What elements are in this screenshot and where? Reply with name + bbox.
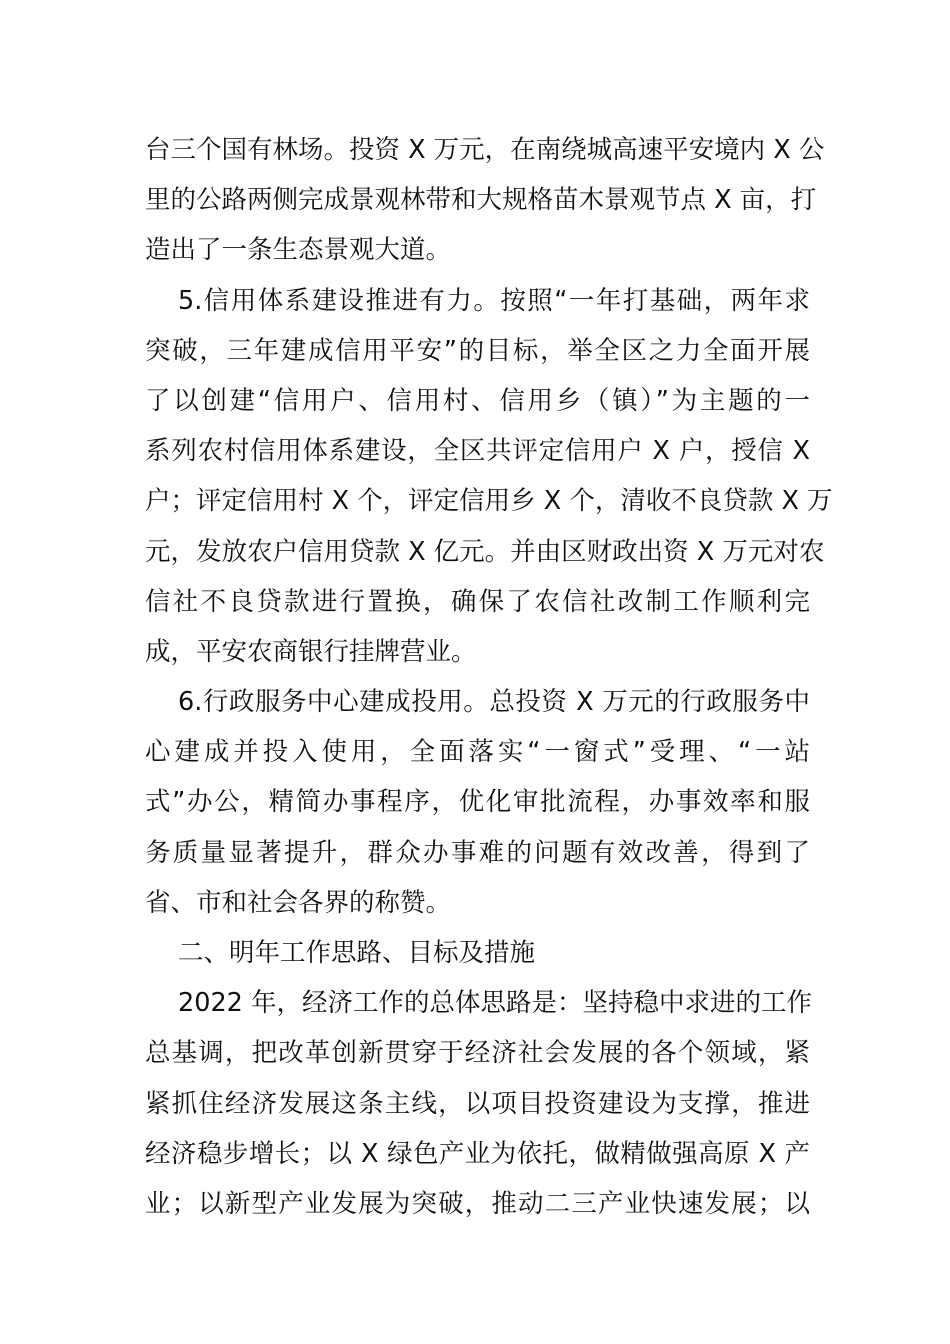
text-line: 成，平安农商银行挂牌营业。: [145, 636, 477, 667]
paragraph-credit-system: [145, 276, 833, 678]
text-line: 务质量显著提升，群众办事难的问题有效改善，得到了: [145, 837, 810, 868]
paragraph-heading-two: [145, 928, 810, 978]
text-line: 式”办公，精简办事程序，优化审批流程，办事效率和服: [145, 787, 810, 818]
text-line: 5.信用体系建设推进有力。按照“一年打基础，两年求: [178, 285, 810, 316]
text-line: 省、市和社会各界的称赞。: [145, 887, 452, 918]
text-line: 紧抓住经济发展这条主线，以项目投资建设为支撑，推进: [145, 1088, 810, 1119]
text-line: 了以创建“信用户、信用村、信用乡（镇）”为主题的一: [145, 385, 810, 416]
paragraph-admin-center: [145, 677, 810, 928]
text-line: 业；以新型产业发展为突破，推动二三产业快速发展；以: [145, 1188, 810, 1219]
text-line: 总基调，把改革创新贯穿于经济社会发展的各个领域，紧: [145, 1038, 810, 1069]
text-line: 6.行政服务中心建成投用。总投资 X 万元的行政服务中: [178, 687, 810, 718]
document-body: [145, 125, 833, 1229]
text-line: 台三个国有林场。投资 X 万元，在南绕城高速平安境内 X 公: [145, 135, 825, 165]
text-line: 心建成并投入使用，全面落实“一窗式”受理、“一站: [145, 737, 810, 768]
text-line: 元，发放农户信用贷款 X 亿元。并由区财政出资 X 万元对农: [145, 536, 825, 567]
text-line: 户；评定信用村 X 个，评定信用乡 X 个，清收不良贷款 X 万: [145, 486, 833, 517]
text-line: 信社不良贷款进行置换，确保了农信社改制工作顺利完: [145, 586, 810, 617]
text-line: 造出了一条生态景观大道。: [145, 235, 452, 266]
text-line: 里的公路两侧完成景观林带和大规格苗木景观节点 X 亩，打: [145, 185, 817, 216]
text-line: 经济稳步增长；以 X 绿色产业为依托，做精做强高原 X 产: [145, 1138, 810, 1169]
paragraph-continuation: [145, 125, 825, 276]
text-line: 二、明年工作思路、目标及措施: [178, 938, 536, 968]
text-line: 2022 年，经济工作的总体思路是：坚持稳中求进的工作: [178, 988, 813, 1019]
paragraph-overall-plan: [145, 978, 813, 1229]
text-line: 系列农村信用体系建设，全区共评定信用户 X 户，授信 X: [145, 436, 810, 467]
text-line: 突破，三年建成信用平安”的目标，举全区之力全面开展: [145, 335, 810, 366]
